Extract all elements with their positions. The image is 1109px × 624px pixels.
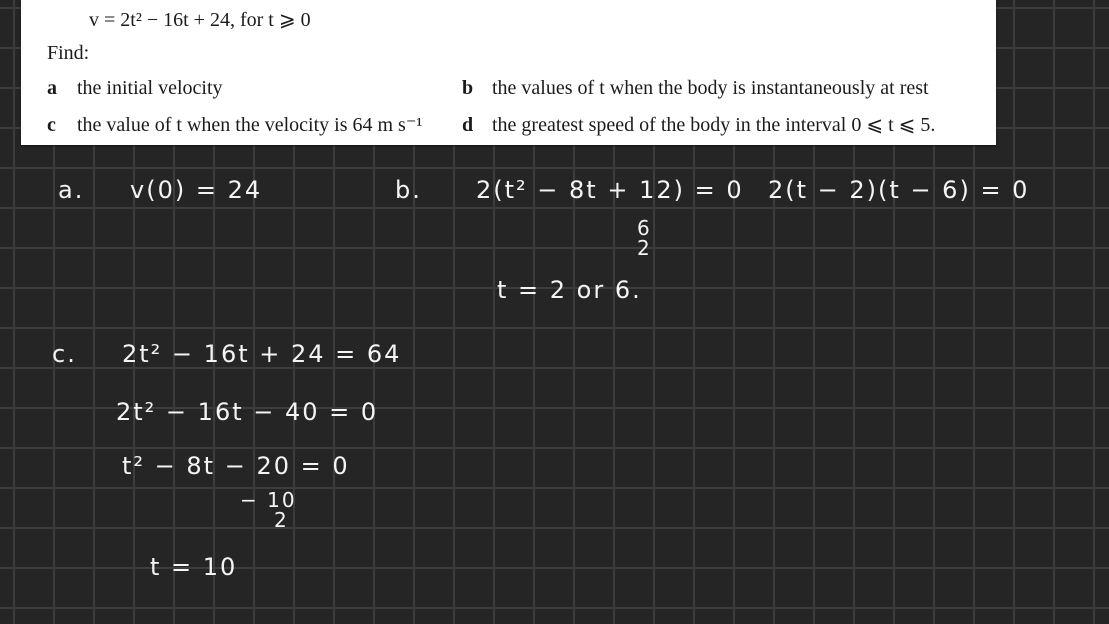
answer-b-line1: 2(t² − 8t + 12) = 0 [476, 176, 744, 204]
part-letter: d [462, 114, 474, 136]
answer-c-factor-top: − 10 [240, 488, 297, 512]
answer-c-factor-bottom: 2 [274, 508, 289, 532]
part-letter: a [47, 77, 57, 99]
answer-a-line1: v(0) = 24 [130, 176, 263, 204]
question-part-d [462, 112, 935, 137]
answer-b-factor-bottom: 2 [637, 236, 652, 260]
answer-b-factored: 2(t − 2)(t − 6) = 0 [768, 176, 1030, 204]
answer-b-factor-top: 6 [637, 216, 652, 240]
part-letter: c [47, 114, 56, 136]
answer-c-line1: 2t² − 16t + 24 = 64 [122, 340, 402, 368]
part-text: the greatest speed of the body in the interval 0 ⩽ t ⩽ 5. [492, 114, 936, 136]
answer-a-label: a. [58, 176, 85, 204]
find-label: Find: [47, 42, 90, 64]
velocity-equation: v = 2t² − 16t + 24, for t ⩾ 0 [89, 9, 311, 31]
answer-c-result: t = 10 [150, 553, 238, 581]
question-part-a [47, 77, 223, 100]
answer-c-line2: 2t² − 16t − 40 = 0 [116, 398, 379, 426]
part-text: the values of t when the body is instantaneously at rest [492, 77, 929, 99]
answer-c-label: c. [52, 340, 77, 368]
part-text: the value of t when the velocity is 64 m s⁻¹ [77, 114, 423, 136]
answer-b-result: t = 2 or 6. [497, 276, 642, 304]
answer-c-line3: t² − 8t − 20 = 0 [122, 452, 350, 480]
part-text: the initial velocity [77, 77, 223, 99]
answer-b-label: b. [395, 176, 422, 204]
question-part-b [462, 77, 929, 100]
question-part-c [47, 112, 422, 137]
part-letter: b [462, 77, 474, 99]
problem-card [21, 0, 996, 145]
